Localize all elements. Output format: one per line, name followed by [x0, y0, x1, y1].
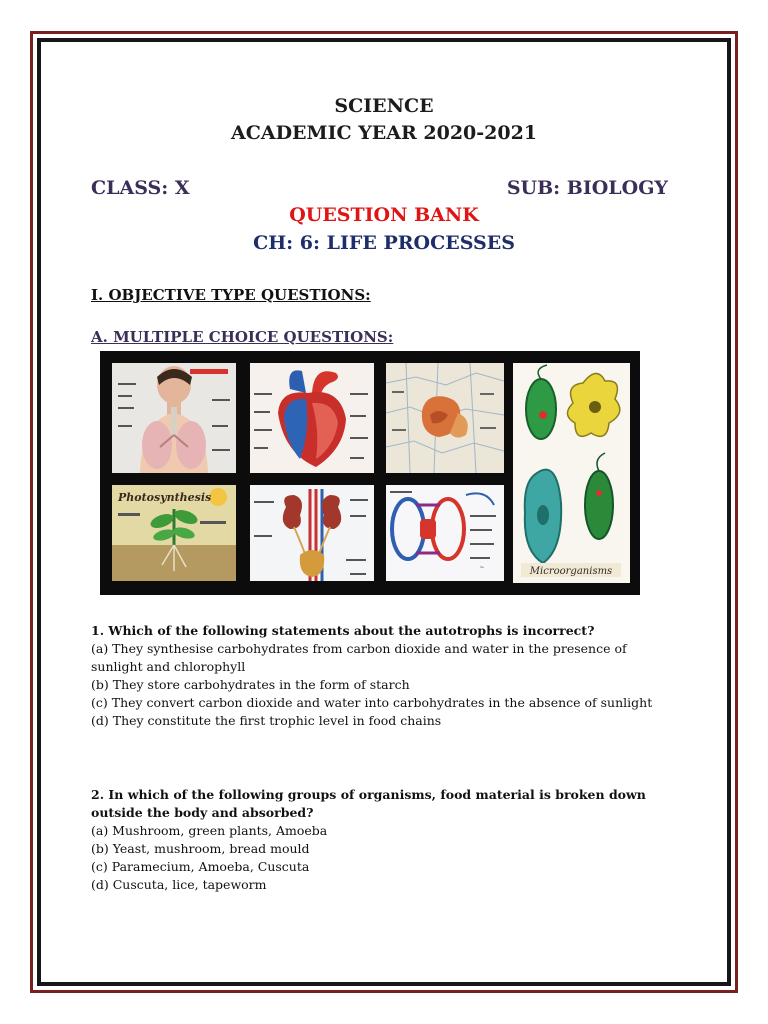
question-1-option-c: (c) They convert carbon dioxide and water into carbohydrates in the absence of sunlight [91, 695, 653, 710]
circulation-system-image [386, 485, 504, 581]
question-2-option-d: (d) Cuscuta, lice, tapeworm [91, 877, 267, 892]
class-label: CLASS: X [91, 177, 190, 199]
life-processes-collage [100, 351, 640, 595]
photosynthesis-caption: Photosynthesis [118, 491, 212, 504]
question-2-option-c: (c) Paramecium, Amoeba, Cuscuta [91, 859, 310, 874]
section-mcq-heading: A. MULTIPLE CHOICE QUESTIONS: [91, 328, 394, 346]
question-1-option-a: (a) They synthesise carbohydrates from carbon dioxide and water in the presence of sunlight and chlorophyll [91, 641, 627, 674]
question-2 [91, 786, 681, 894]
question-1-stem: 1. Which of the following statements about the autotrophs is incorrect? [91, 623, 595, 638]
question-2-option-b: (b) Yeast, mushroom, bread mould [91, 841, 310, 856]
svg-text:~: ~ [479, 564, 485, 571]
academic-year: ACADEMIC YEAR 2020-2021 [230, 122, 538, 144]
question-1-option-b: (b) They store carbohydrates in the form of starch [91, 677, 410, 692]
human-heart-image [250, 363, 374, 473]
respiratory-system-image [112, 363, 236, 473]
digestive-system-image [386, 363, 504, 473]
excretory-system-image [250, 485, 374, 581]
photosynthesis-image [112, 485, 236, 581]
subject-label: SUB: BIOLOGY [506, 177, 668, 199]
microorganisms-image [513, 363, 630, 583]
chapter-title: CH: 6: LIFE PROCESSES [253, 232, 515, 254]
question-1 [91, 622, 681, 730]
section-objective-heading: I. OBJECTIVE TYPE QUESTIONS: [91, 286, 371, 304]
question-bank-title: QUESTION BANK [289, 204, 479, 226]
microorganisms-caption: Microorganisms [529, 566, 613, 577]
question-2-stem: 2. In which of the following groups of organisms, food material is broken down outside the body and absorbed? [91, 787, 646, 820]
question-1-option-d: (d) They constitute the first trophic level in food chains [91, 713, 442, 728]
subject-title: SCIENCE [334, 95, 434, 117]
question-2-option-a: (a) Mushroom, green plants, Amoeba [91, 823, 328, 838]
